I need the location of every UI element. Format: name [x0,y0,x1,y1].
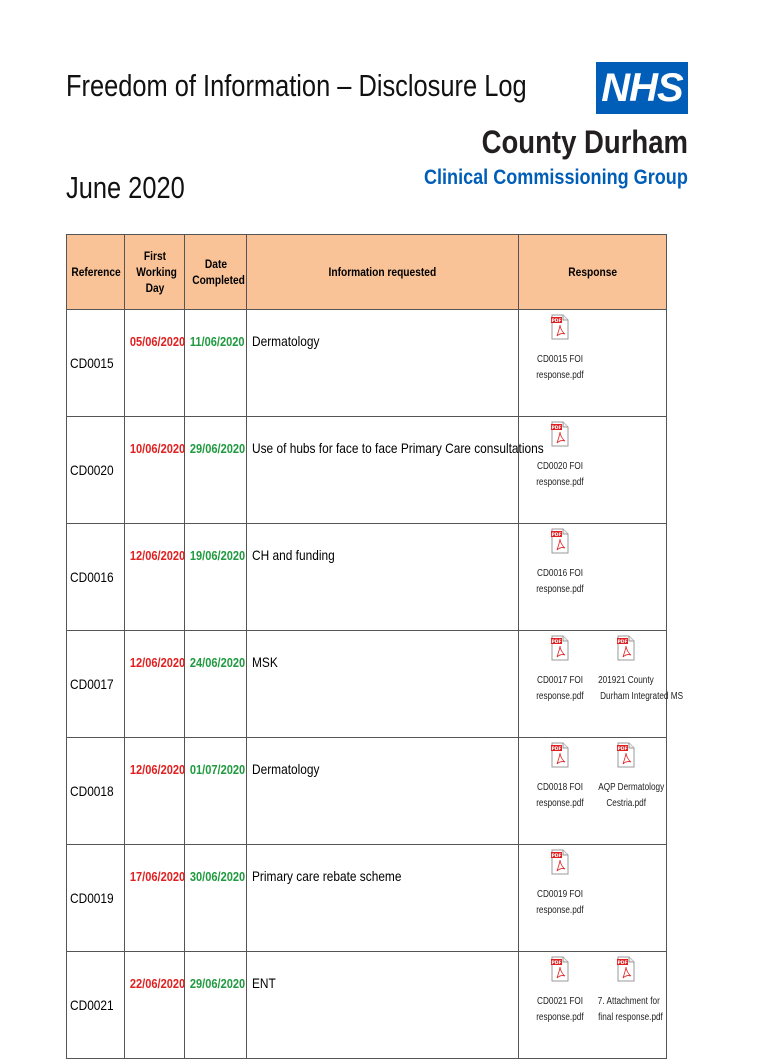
pdf-file-icon [551,742,569,768]
pdf-file-icon [551,635,569,661]
date-completed-cell: 29/06/2020 [185,417,247,524]
pdf-file-icon [617,956,635,982]
pdf-attachment[interactable] [525,528,595,598]
pdf-attachment[interactable] [525,956,595,1026]
svg-text:PDF: PDF [551,426,562,431]
attachment-filename: 201921 County Durham Integrated MS [598,675,684,702]
svg-text:PDF: PDF [617,640,628,645]
attachment-filename: CD0021 FOI response.pdf [536,996,584,1023]
disclosure-log-table [66,234,684,1059]
information-requested-cell: Dermatology [247,738,519,845]
pdf-attachment[interactable] [591,956,661,1026]
table-row [67,310,667,417]
response-cell [519,631,684,738]
first-working-day-cell: 22/06/2020 [125,952,185,1059]
date-completed-cell: 01/07/2020 [185,738,247,845]
pdf-attachment[interactable] [525,635,595,705]
date-completed-cell: 11/06/2020 [185,310,247,417]
attachment-filename: 7. Attachment for final response.pdf [597,996,663,1023]
reference-cell: CD0019 [67,845,125,952]
svg-text:PDF: PDF [551,961,562,966]
pdf-attachment[interactable] [591,635,684,705]
svg-text:PDF: PDF [617,747,628,752]
table-row [67,738,667,845]
svg-text:PDF: PDF [617,961,628,966]
first-working-day-cell: 17/06/2020 [125,845,185,952]
reference-cell: CD0020 [67,417,125,524]
information-requested-cell: MSK [247,631,519,738]
information-requested-cell: ENT [247,952,519,1059]
information-requested-cell: CH and funding [247,524,519,631]
date-completed-cell: 19/06/2020 [185,524,247,631]
svg-text:PDF: PDF [551,319,562,324]
month-title: June 2020 [66,170,185,205]
attachment-filename: CD0016 FOI response.pdf [536,568,584,595]
reference-cell: CD0016 [67,524,125,631]
response-cell [519,845,667,952]
attachment-filename: CD0018 FOI response.pdf [536,782,584,809]
attachment-filename: CD0020 FOI response.pdf [536,461,584,488]
pdf-file-icon [551,956,569,982]
pdf-file-icon [551,528,569,554]
svg-text:PDF: PDF [551,533,562,538]
date-completed-cell: 30/06/2020 [185,845,247,952]
attachment-filename: CD0015 FOI response.pdf [536,354,584,381]
pdf-attachment[interactable] [525,849,595,919]
date-completed-cell: 29/06/2020 [185,952,247,1059]
first-working-day-cell: 12/06/2020 [125,524,185,631]
attachment-filename: CD0019 FOI response.pdf [536,889,584,916]
svg-text:PDF: PDF [551,640,562,645]
table-row [67,952,667,1059]
table-row [67,845,667,952]
attachment-filename: AQP Dermatology Cestria.pdf [598,782,665,809]
pdf-file-icon [617,635,635,661]
pdf-attachment[interactable] [591,742,665,812]
org-subtitle: Clinical Commissioning Group [424,166,688,189]
table-row [67,417,667,524]
svg-text:PDF: PDF [551,854,562,859]
first-working-day-cell: 10/06/2020 [125,417,185,524]
attachment-filename: CD0017 FOI response.pdf [536,675,584,702]
information-requested-cell: Use of hubs for face to face Primary Care consultations [247,417,519,524]
pdf-file-icon [617,742,635,768]
reference-cell: CD0018 [67,738,125,845]
pdf-attachment[interactable] [525,421,595,491]
first-working-day-cell: 12/06/2020 [125,631,185,738]
information-requested-cell: Dermatology [247,310,519,417]
pdf-file-icon [551,314,569,340]
table-row [67,631,667,738]
table-row [67,524,667,631]
org-name: County Durham [481,124,688,160]
column-header-information-requested: Information requested [247,235,519,310]
pdf-attachment[interactable] [525,314,595,384]
column-header-reference: Reference [67,235,125,310]
column-header-first-working-day: First Working Day [125,235,185,310]
reference-cell: CD0017 [67,631,125,738]
nhs-logo-text: NHS [601,66,683,110]
column-header-date-completed: Date Completed [185,235,247,310]
page-title: Freedom of Information – Disclosure Log [66,68,527,103]
nhs-logo [596,62,688,114]
column-header-response: Response [519,235,667,310]
pdf-file-icon [551,849,569,875]
reference-cell: CD0015 [67,310,125,417]
first-working-day-cell: 12/06/2020 [125,738,185,845]
response-cell [519,952,667,1059]
response-cell [519,417,667,524]
response-cell [519,738,667,845]
response-cell [519,524,667,631]
table-header-row [67,235,667,310]
svg-text:PDF: PDF [551,747,562,752]
pdf-file-icon [551,421,569,447]
pdf-attachment[interactable] [525,742,595,812]
information-requested-cell: Primary care rebate scheme [247,845,519,952]
response-cell [519,310,667,417]
date-completed-cell: 24/06/2020 [185,631,247,738]
first-working-day-cell: 05/06/2020 [125,310,185,417]
reference-cell: CD0021 [67,952,125,1059]
